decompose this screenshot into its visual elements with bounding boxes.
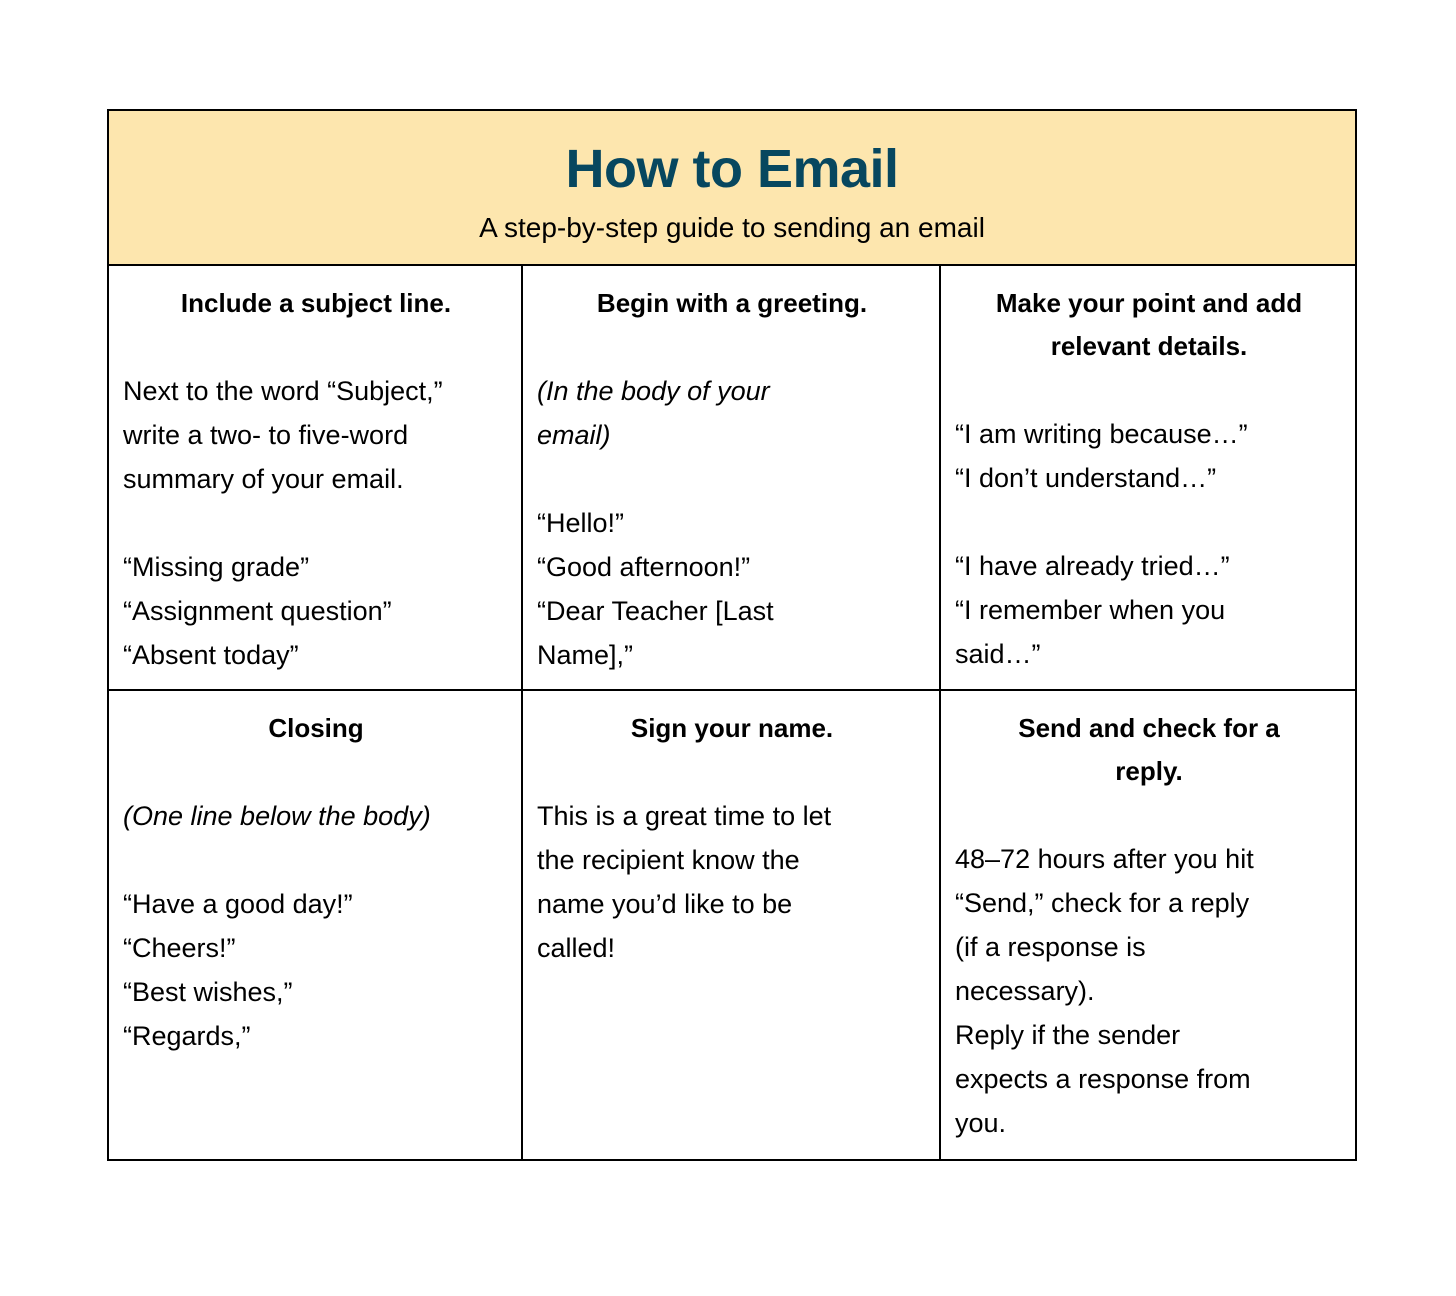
step-text-line: expects a response from	[955, 1064, 1251, 1094]
blank-line	[123, 750, 509, 794]
step-text-line: called!	[537, 933, 616, 963]
step-text-line: (In the body of your	[537, 376, 770, 406]
step-cell-main-point	[941, 266, 1355, 689]
step-text-line: necessary).	[955, 976, 1095, 1006]
step-heading: reply.	[1115, 756, 1183, 786]
step-heading: Make your point and add	[995, 288, 1303, 318]
step-text-line: said…”	[955, 639, 1041, 669]
step-text-line: the recipient know the	[537, 845, 800, 875]
step-text-line: “Dear Teacher [Last	[537, 596, 774, 626]
step-text-line: “Assignment question”	[123, 596, 392, 626]
step-cell-sign-name	[523, 691, 939, 1159]
step-text-line: “Good afternoon!”	[537, 552, 751, 582]
step-text-line: you.	[955, 1108, 1007, 1138]
step-text-line: summary of your email.	[123, 464, 404, 494]
step-cell-greeting	[523, 266, 939, 689]
step-cell-closing	[109, 691, 521, 1159]
blank-line	[537, 457, 927, 501]
step-text-line: “Missing grade”	[123, 552, 310, 582]
step-text-line: Next to the word “Subject,”	[123, 376, 443, 406]
step-text-line: “Absent today”	[123, 640, 299, 670]
blank-line	[955, 793, 1343, 837]
guide-header	[109, 111, 1355, 266]
step-heading: Send and check for a	[1018, 713, 1280, 743]
step-text-line: This is a great time to let	[537, 801, 832, 831]
step-text-line: “Cheers!”	[123, 933, 236, 963]
step-text-line: “Have a good day!”	[123, 889, 353, 919]
blank-line	[123, 838, 509, 882]
step-heading: Begin with a greeting.	[596, 288, 868, 318]
step-text-line: (if a response is	[955, 932, 1146, 962]
step-text-line: email)	[537, 420, 611, 450]
blank-line	[537, 325, 927, 369]
step-text-line: “Hello!”	[537, 508, 625, 538]
blank-line	[123, 325, 509, 369]
blank-line	[537, 750, 927, 794]
blank-line	[123, 501, 509, 545]
step-text-line: “Best wishes,”	[123, 977, 293, 1007]
step-text-line: 48–72 hours after you hit	[955, 844, 1254, 874]
step-text-line: “I don’t understand…”	[955, 463, 1217, 493]
step-heading: Include a subject line.	[180, 288, 452, 318]
email-guide-table	[107, 109, 1357, 1161]
step-text-line: write a two- to five-word	[123, 420, 409, 450]
blank-line	[955, 368, 1343, 412]
step-text-line: “I have already tried…”	[955, 551, 1230, 581]
step-heading: Closing	[268, 713, 364, 743]
step-text-line: “I am writing because…”	[955, 419, 1248, 449]
step-text-line: “Send,” check for a reply	[955, 888, 1250, 918]
step-text-line: Name],”	[537, 640, 634, 670]
blank-line	[955, 500, 1343, 544]
step-text-line: “Regards,”	[123, 1021, 251, 1051]
step-cell-send-reply	[941, 691, 1355, 1159]
step-text-line: Reply if the sender	[955, 1020, 1181, 1050]
step-text-line: name you’d like to be	[537, 889, 793, 919]
step-text-line: (One line below the body)	[123, 801, 431, 831]
step-cell-subject-line	[109, 266, 521, 689]
page-subtitle: A step-by-step guide to sending an email	[479, 212, 985, 243]
page-title: How to Email	[565, 139, 899, 199]
step-text-line: “I remember when you	[955, 595, 1226, 625]
step-heading: Sign your name.	[630, 713, 834, 743]
step-heading: relevant details.	[1050, 331, 1248, 361]
